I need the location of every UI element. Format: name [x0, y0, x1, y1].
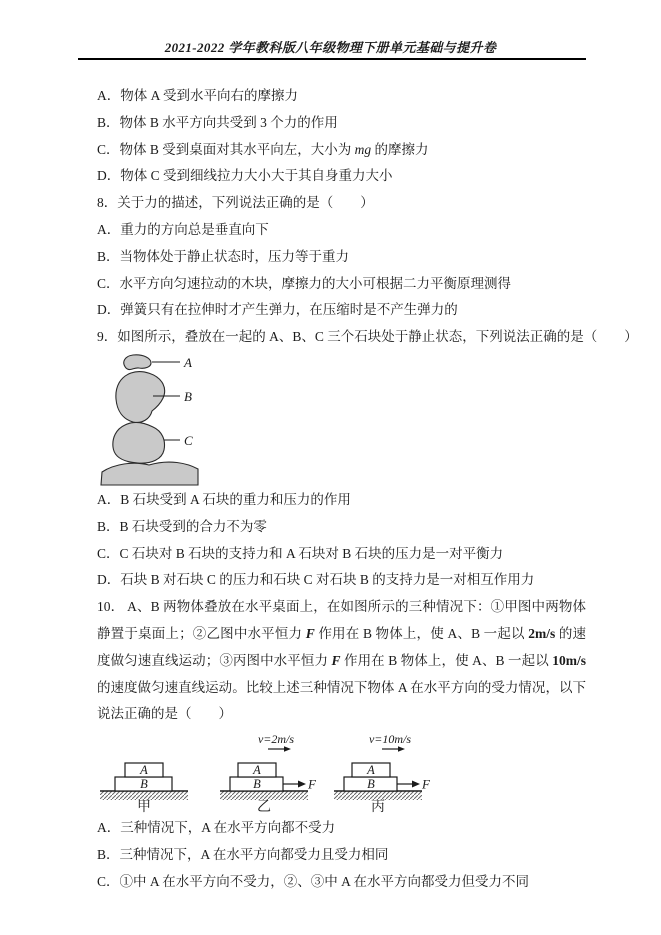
ground-mound — [101, 462, 198, 485]
stone-b — [116, 372, 165, 423]
stone-a — [124, 355, 151, 370]
q7-option-c — [97, 137, 586, 164]
ground-hatch — [220, 791, 308, 800]
q9-option-b: B．B 石块受到的合力不为零 — [97, 518, 267, 534]
force-label: F — [308, 776, 316, 792]
setup-yi-figure — [220, 731, 322, 813]
setup-jia-figure — [100, 731, 192, 813]
block-b-label: B — [140, 777, 148, 792]
q7-option-c-variable: mg — [354, 141, 372, 157]
ground-hatch — [100, 791, 188, 800]
q10-stem — [97, 594, 586, 728]
q7-option-c-text-end: 的摩擦力 — [371, 141, 429, 157]
force-arrow-head — [298, 781, 306, 788]
figure-caption-yi: 乙 — [257, 800, 271, 814]
stone-b-label: B — [184, 388, 192, 404]
velocity-label: v=2m/s — [257, 732, 295, 747]
three-setups-figure — [100, 731, 586, 813]
q10-stem-part5: 的速度做匀速直线运动。比较上述三种情况下物体 A 在水平方向的受力情况，以下说法正确的是（ ） — [97, 679, 586, 722]
q10-force-symbol-2: F — [331, 652, 341, 668]
velocity-arrow-head — [284, 746, 291, 752]
force-arrow-head — [412, 781, 420, 788]
q8-stem: 8．关于力的描述，下列说法正确的是（ ） — [97, 195, 374, 211]
block-b-label: B — [367, 777, 375, 792]
velocity-arrow-head — [398, 746, 405, 752]
q8-option-b: B．当物体处于静止状态时，压力等于重力 — [97, 248, 350, 264]
q10-speed-value-2: 10m/s — [552, 652, 587, 668]
figure-caption-bing: 丙 — [371, 800, 385, 814]
q8-option-a: A．重力的方向总是垂直向下 — [97, 221, 269, 237]
q7-option-c-text: C．物体 B 受到桌面对其水平向左，大小为 — [97, 141, 355, 157]
figure-caption-jia: 甲 — [137, 800, 151, 814]
q9-option-d: D．石块 B 对石块 C 的压力和石块 C 对石块 B 的支持力是一对相互作用力 — [97, 572, 535, 588]
q7-option-b: B．物体 B 水平方向共受到 3 个力的作用 — [97, 114, 338, 130]
page-header-title: 2021-2022 学年教科版八年级物理下册单元基础与提升卷 — [164, 40, 497, 55]
block-b-label: B — [253, 777, 261, 792]
q10-option-c: C．①中 A 在水平方向不受力，②、③中 A 在水平方向都受力但受力不同 — [97, 873, 530, 889]
q10-speed-value-1: 2m/s — [528, 625, 556, 641]
force-label: F — [422, 776, 430, 792]
block-a-label: A — [140, 763, 148, 778]
q10-stem-part2: 作用在 B 物体上，使 A、B 一起以 — [314, 625, 529, 641]
q10-option-a: A．三种情况下，A 在水平方向都不受力 — [97, 820, 336, 836]
page-content — [97, 83, 638, 896]
q9-option-c: C．C 石块对 B 石块的支持力和 A 石块对 B 石块的压力是一对平衡力 — [97, 545, 504, 561]
q8-option-d: D．弹簧只有在拉伸时才产生弹力，在压缩时是不产生弹力的 — [97, 302, 458, 318]
stones-svg — [100, 353, 200, 487]
q9-option-a: A．B 石块受到 A 石块的重力和压力的作用 — [97, 491, 351, 507]
q9-stem: 9．如图所示，叠放在一起的 A、B、C 三个石块处于静止状态，下列说法正确的是（ ） — [97, 329, 638, 345]
q8-option-c: C．水平方向匀速拉动的木块，摩擦力的大小可根据二力平衡原理测得 — [97, 275, 512, 291]
stacked-stones-figure — [100, 353, 586, 487]
stone-c — [113, 423, 165, 464]
q7-option-d: D．物体 C 受到细线拉力大小大于其自身重力大小 — [97, 168, 393, 184]
q10-force-symbol-1: F — [305, 625, 315, 641]
q10-stem-part4: 作用在 B 物体上，使 A、B 一起以 — [340, 652, 553, 668]
setup-bing-figure — [334, 731, 436, 813]
velocity-label: v=10m/s — [368, 732, 412, 747]
q10-option-b: B．三种情况下，A 在水平方向都受力且受力相同 — [97, 846, 389, 862]
block-a-label: A — [253, 763, 261, 778]
stone-c-label: C — [184, 432, 193, 448]
block-a-label: A — [367, 763, 375, 778]
q10-stem-part3: 的速度做匀速直线运动；③丙图中水平恒力 — [97, 625, 587, 668]
q10-stem-part1: 10． A、B 两物体叠放在水平桌面上，在如图所示的三种情况下：①甲图中两物体静置于桌面上；②乙图中水平恒力 — [97, 599, 586, 641]
ground-hatch — [334, 791, 422, 800]
stone-a-label: A — [184, 354, 192, 370]
header-divider — [78, 58, 586, 60]
q7-option-a: A．物体 A 受到水平向右的摩擦力 — [97, 88, 299, 103]
